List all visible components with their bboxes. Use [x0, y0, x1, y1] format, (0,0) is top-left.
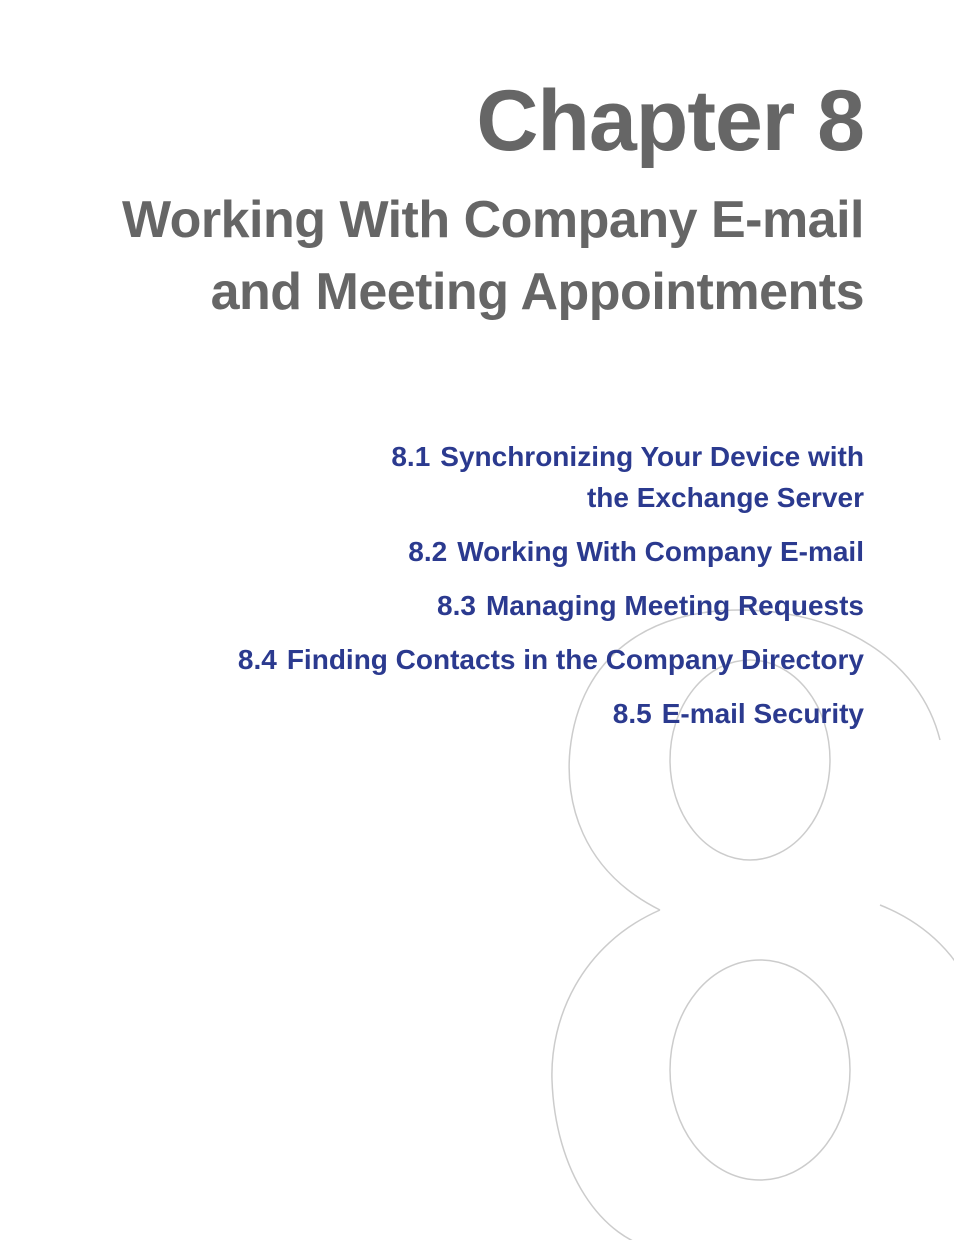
chapter-title [122, 184, 864, 328]
toc-title: Synchronizing Your Device with [440, 441, 864, 472]
toc-title: Managing Meeting Requests [485, 590, 864, 621]
toc-number: 8.4 [237, 644, 277, 675]
toc-title: Finding Contacts in the Company Directory [286, 644, 864, 675]
toc-number: 8.3 [437, 590, 476, 621]
toc-title: Working With Company E-mail [457, 536, 864, 567]
table-of-contents [238, 436, 864, 747]
toc-item-8-1[interactable] [238, 436, 864, 518]
toc-item-8-3[interactable] [238, 585, 864, 626]
toc-item-8-2[interactable] [238, 531, 864, 572]
toc-title-continued: the Exchange Server [586, 482, 864, 513]
chapter-label: Chapter 8 [476, 73, 864, 169]
toc-title: E-mail Security [661, 698, 864, 729]
toc-number: 8.2 [408, 536, 448, 567]
chapter-title-line-1: Working With Company E-mail [122, 191, 864, 249]
chapter-title-line-2: and Meeting Appointments [210, 263, 864, 321]
toc-number: 8.1 [391, 441, 431, 472]
toc-number: 8.5 [612, 698, 652, 729]
toc-item-8-4[interactable] [238, 639, 864, 680]
chapter-header [122, 73, 864, 328]
toc-item-8-5[interactable] [238, 693, 864, 734]
